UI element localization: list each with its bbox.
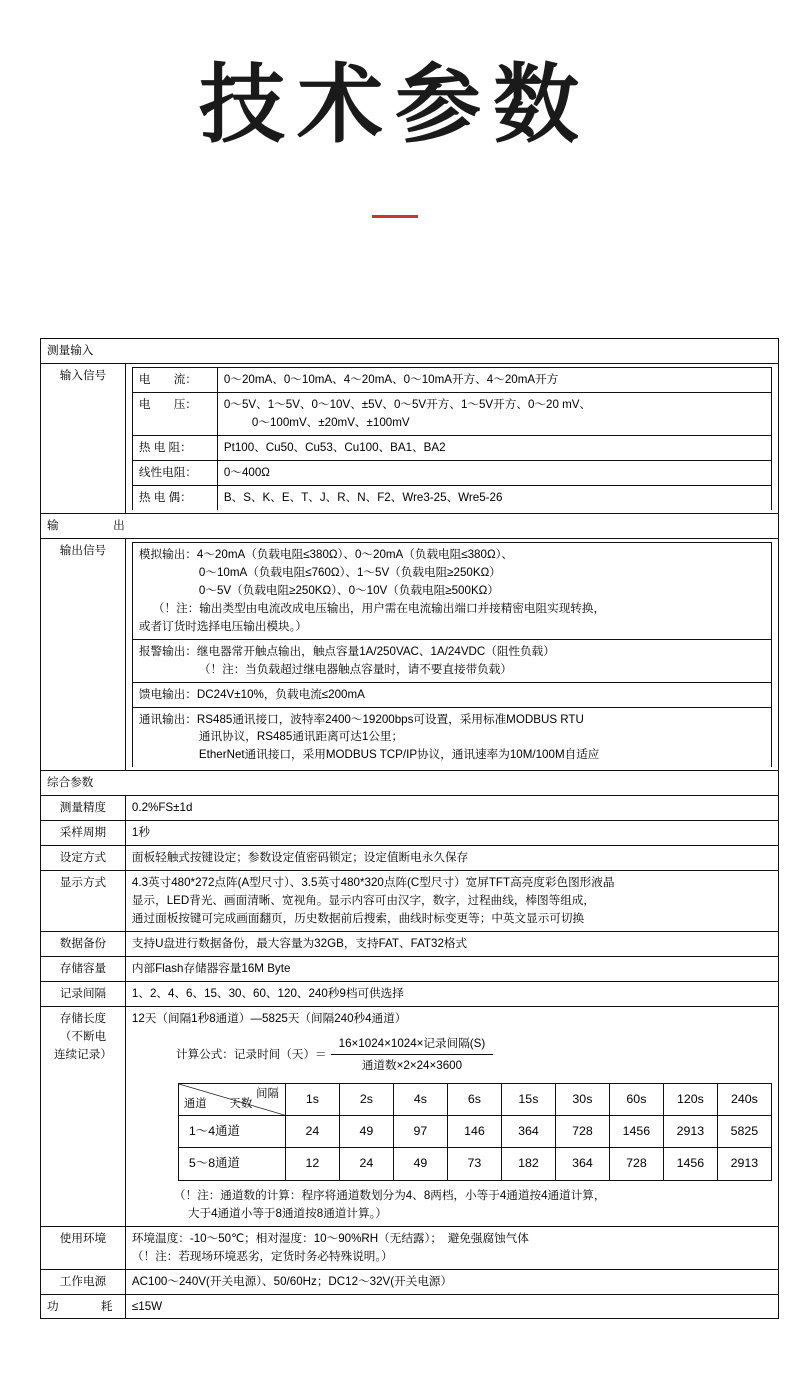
value-comm-output: [132, 707, 771, 767]
storage-length-line2: （不断电: [59, 1030, 107, 1044]
value-linear-resistance: 0～400Ω: [217, 460, 771, 485]
table-row-consumption: [41, 1294, 779, 1319]
matrix-cell-1-6: 728: [609, 1148, 663, 1180]
value-current: 0～20mA、0～10mA、4～20mA、0～10mA开方、4～20mA开方: [217, 367, 771, 392]
table-row-section-general: [41, 771, 779, 796]
matrix-cell-0-6: 1456: [609, 1116, 663, 1148]
analog-note-2: 或者订货时选择电压输出模块。）: [138, 619, 308, 633]
table-row-setting-mode: [41, 846, 779, 871]
label-input-signal: 输入信号: [41, 363, 126, 513]
matrix-cell-0-3: 146: [447, 1116, 501, 1148]
value-voltage-line1: 0～5V、1～5V、0～10V、±5V、0～5V开方、1～5V开方、0～20 mV、: [223, 397, 592, 411]
label-alarm-output: 报警输出：: [138, 644, 197, 658]
display-line3: 通过面板按键可完成画面翻页，历史数据前后搜索，曲线时标变更等；中英文显示可切换: [131, 912, 585, 926]
output-signal-inner: [132, 542, 772, 768]
label-feed-output: 馈电输出：: [138, 687, 197, 701]
feed-value: DC24V±10%，负载电流≤200mA: [196, 687, 365, 701]
table-row-input-signal: [41, 363, 779, 513]
storage-length-head: 12天（间隔1秒8通道）—5825天（间隔240秒4通道）: [131, 1012, 407, 1026]
matrix-cell-0-1: 49: [339, 1116, 393, 1148]
value-voltage: [217, 392, 771, 435]
output-row-feed: [132, 682, 771, 707]
matrix-row-1: [178, 1148, 771, 1180]
table-row-sampling: [41, 821, 779, 846]
label-sampling-period: 采样周期: [41, 821, 126, 846]
value-alarm-output: [132, 639, 771, 682]
alarm-line1: [139, 643, 765, 661]
formula-label: 计算公式：记录时间（天）＝: [175, 1048, 327, 1062]
matrix-cell-1-4: 182: [501, 1148, 555, 1180]
matrix-header-row: [178, 1084, 771, 1116]
output-row-comm: [132, 707, 771, 767]
environment-line2: （！注：若现场环境恶劣，定货时务必特殊说明。）: [131, 1249, 393, 1263]
comm-line2: 通讯协议，RS485通讯距离可达1公里；: [198, 730, 404, 744]
spec-table: [40, 338, 779, 1319]
matrix-cell-0-0: 24: [285, 1116, 339, 1148]
section-output-label: 输 出: [47, 518, 136, 532]
label-comm-output: 通讯输出：: [138, 712, 197, 726]
title-divider: [372, 215, 418, 218]
environment-line1: 环境温度：-10～50℃；相对湿度：10～90%RH（无结露）； 避免强腐蚀气体: [131, 1231, 529, 1245]
matrix-cell-0-7: 2913: [663, 1116, 717, 1148]
storage-length-line3: 连续记录）: [53, 1048, 112, 1062]
output-row-analog: [132, 542, 771, 639]
input-row-thermocouple: [132, 485, 771, 509]
value-sampling-period: 1秒: [125, 821, 778, 846]
matrix-col-3: 6s: [447, 1084, 501, 1116]
comm-value-1: RS485通讯接口，波特率2400～19200bps可设置，采用标准MODBUS RTU: [196, 712, 584, 726]
matrix-cell-1-8: 2913: [717, 1148, 771, 1180]
matrix-col-1: 2s: [339, 1084, 393, 1116]
matrix-cell-1-1: 24: [339, 1148, 393, 1180]
value-setting-mode: 面板轻触式按键设定；参数设定值密码锁定；设定值断电永久保存: [125, 846, 778, 871]
value-feed-output: [132, 682, 771, 707]
section-general: 综合参数: [41, 771, 779, 796]
storage-note-1: （！注：通道数的计算：程序将通道数划分为4、8两档，小等于4通道按4通道计算，: [173, 1188, 606, 1202]
input-signal-inner: [132, 367, 772, 510]
label-voltage: 电 压：: [132, 392, 217, 435]
label-analog-output: 模拟输出：: [138, 547, 197, 561]
value-record-interval: 1、2、4、6、15、30、60、120、240秒9档可供选择: [125, 982, 778, 1007]
matrix-cell-0-2: 97: [393, 1116, 447, 1148]
feed-line1: [139, 686, 765, 704]
label-current: 电 流：: [132, 367, 217, 392]
table-row-data-backup: [41, 932, 779, 957]
matrix-col-0: 1s: [285, 1084, 339, 1116]
title-block: [0, 0, 790, 218]
label-thermocouple: 热 电 偶：: [132, 485, 217, 509]
comm-line1: [139, 711, 765, 729]
table-row-section-measure-input: [41, 339, 779, 364]
matrix-col-7: 120s: [663, 1084, 717, 1116]
value-environment: [125, 1226, 778, 1269]
table-row-accuracy: [41, 796, 779, 821]
matrix-cell-0-5: 728: [555, 1116, 609, 1148]
label-storage-capacity: 存储容量: [41, 957, 126, 982]
matrix-cell-1-2: 49: [393, 1148, 447, 1180]
value-voltage-line2: 0～100mV、±20mV、±100mV: [251, 415, 410, 429]
label-power-consumption: [41, 1294, 126, 1319]
label-storage-length: [41, 1007, 126, 1227]
label-record-interval: 记录间隔: [41, 982, 126, 1007]
label-display-mode: 显示方式: [41, 871, 126, 932]
matrix-row-1-name: 5～8通道: [178, 1148, 285, 1180]
formula-fraction: [331, 1035, 494, 1075]
formula-denominator: 通道数×2×24×3600: [361, 1059, 463, 1073]
matrix-corner-top: 间隔: [256, 1088, 279, 1100]
value-power-consumption: ≤15W: [125, 1294, 778, 1319]
value-storage-length: [125, 1007, 778, 1227]
storage-note-2: 大于4通道小等于8通道按8通道计算。）: [187, 1206, 387, 1220]
label-setting-mode: 设定方式: [41, 846, 126, 871]
table-row-record-interval: [41, 982, 779, 1007]
label-data-backup: 数据备份: [41, 932, 126, 957]
matrix-cell-1-5: 364: [555, 1148, 609, 1180]
display-line1: 4.3英寸480*272点阵(A型尺寸）、3.5英寸480*320点阵(C型尺寸）宽屏TFT高亮度彩色图形液晶: [131, 876, 615, 890]
storage-matrix-wrapper: [178, 1083, 772, 1181]
table-row-section-output: [41, 513, 779, 538]
table-row-storage-capacity: [41, 957, 779, 982]
matrix-col-8: 240s: [717, 1084, 771, 1116]
label-rtd: 热 电 阻：: [132, 435, 217, 460]
section-output: [41, 513, 779, 538]
matrix-cell-1-7: 1456: [663, 1148, 717, 1180]
value-rtd: Pt100、Cu50、Cu53、Cu100、BA1、BA2: [217, 435, 771, 460]
value-power-supply: AC100～240V(开关电源）、50/60Hz；DC12～32V(开关电源）: [125, 1269, 778, 1294]
section-measure-input: 测量输入: [41, 339, 779, 364]
storage-matrix: [178, 1083, 772, 1181]
matrix-col-6: 60s: [609, 1084, 663, 1116]
matrix-corner-bottom: 通道 天数: [183, 1097, 253, 1110]
analog-value-1: 4～20mA（负载电阻≤380Ω）、0～20mA（负载电阻≤380Ω）、: [196, 547, 514, 561]
formula-numerator: 16×1024×1024×记录间隔(S): [331, 1035, 494, 1055]
display-line2: 显示，LED背光、画面清晰、宽视角。显示内容可由汉字，数字，过程曲线，棒图等组成，: [131, 894, 596, 908]
comm-line3: EtherNet通讯接口，采用MODBUS TCP/IP协议，通讯速率为10M/100M自适应: [198, 748, 600, 762]
matrix-corner-cell: [178, 1084, 285, 1116]
analog-note-1: （！注：输出类型由电流改成电压输出，用户需在电流输出端口并接精密电阻实现转换，: [152, 601, 606, 615]
value-storage-capacity: 内部Flash存储器容量16M Byte: [125, 957, 778, 982]
matrix-row-0-name: 1～4通道: [178, 1116, 285, 1148]
matrix-row-0: [178, 1116, 771, 1148]
table-row-environment: [41, 1226, 779, 1269]
table-row-storage-length: [41, 1007, 779, 1227]
storage-formula: [176, 1035, 772, 1075]
matrix-cell-1-3: 73: [447, 1148, 501, 1180]
input-row-linear: [132, 460, 771, 485]
matrix-col-5: 30s: [555, 1084, 609, 1116]
storage-length-line1: 存储长度: [59, 1012, 107, 1026]
value-output-signal: [125, 538, 778, 771]
alarm-value-1: 继电器常开触点输出，触点容量1A/250VAC、1A/24VDC（阻性负载）: [196, 644, 555, 658]
input-row-rtd: [132, 435, 771, 460]
output-row-alarm: [132, 639, 771, 682]
value-thermocouple: B、S、K、E、T、J、R、N、F2、Wre3-25、Wre5-26: [217, 485, 771, 509]
value-analog-output: [132, 542, 771, 639]
input-row-current: [132, 367, 771, 392]
value-input-signal: [125, 363, 778, 513]
analog-line1: [139, 546, 765, 564]
label-power-supply: 工作电源: [41, 1269, 126, 1294]
matrix-col-4: 15s: [501, 1084, 555, 1116]
input-row-voltage: [132, 392, 771, 435]
value-display-mode: [125, 871, 778, 932]
analog-line3: 0～5V（负载电阻≥250KΩ）、0～10V（负载电阻≥500KΩ）: [198, 583, 499, 597]
label-output-signal: 输出信号: [41, 538, 126, 771]
matrix-col-2: 4s: [393, 1084, 447, 1116]
table-row-output-signal: [41, 538, 779, 771]
analog-line2: 0～10mA（负载电阻≤760Ω）、1～5V（负载电阻≥250KΩ）: [198, 565, 501, 579]
label-environment: 使用环境: [41, 1226, 126, 1269]
spec-table-wrapper: [40, 338, 759, 1319]
label-power-consumption-text: 功 耗: [47, 1299, 119, 1313]
label-accuracy: 测量精度: [41, 796, 126, 821]
matrix-cell-0-4: 364: [501, 1116, 555, 1148]
table-row-display-mode: [41, 871, 779, 932]
label-linear-resistance: 线性电阻：: [132, 460, 217, 485]
page-title: 技术参数: [199, 55, 591, 155]
matrix-cell-1-0: 12: [285, 1148, 339, 1180]
value-data-backup: 支持U盘进行数据备份，最大容量为32GB，支持FAT、FAT32格式: [125, 932, 778, 957]
value-accuracy: 0.2%FS±1d: [125, 796, 778, 821]
matrix-cell-0-8: 5825: [717, 1116, 771, 1148]
alarm-note: （！注：当负载超过继电器触点容量时，请不要直接带负载）: [198, 662, 512, 676]
table-row-power: [41, 1269, 779, 1294]
